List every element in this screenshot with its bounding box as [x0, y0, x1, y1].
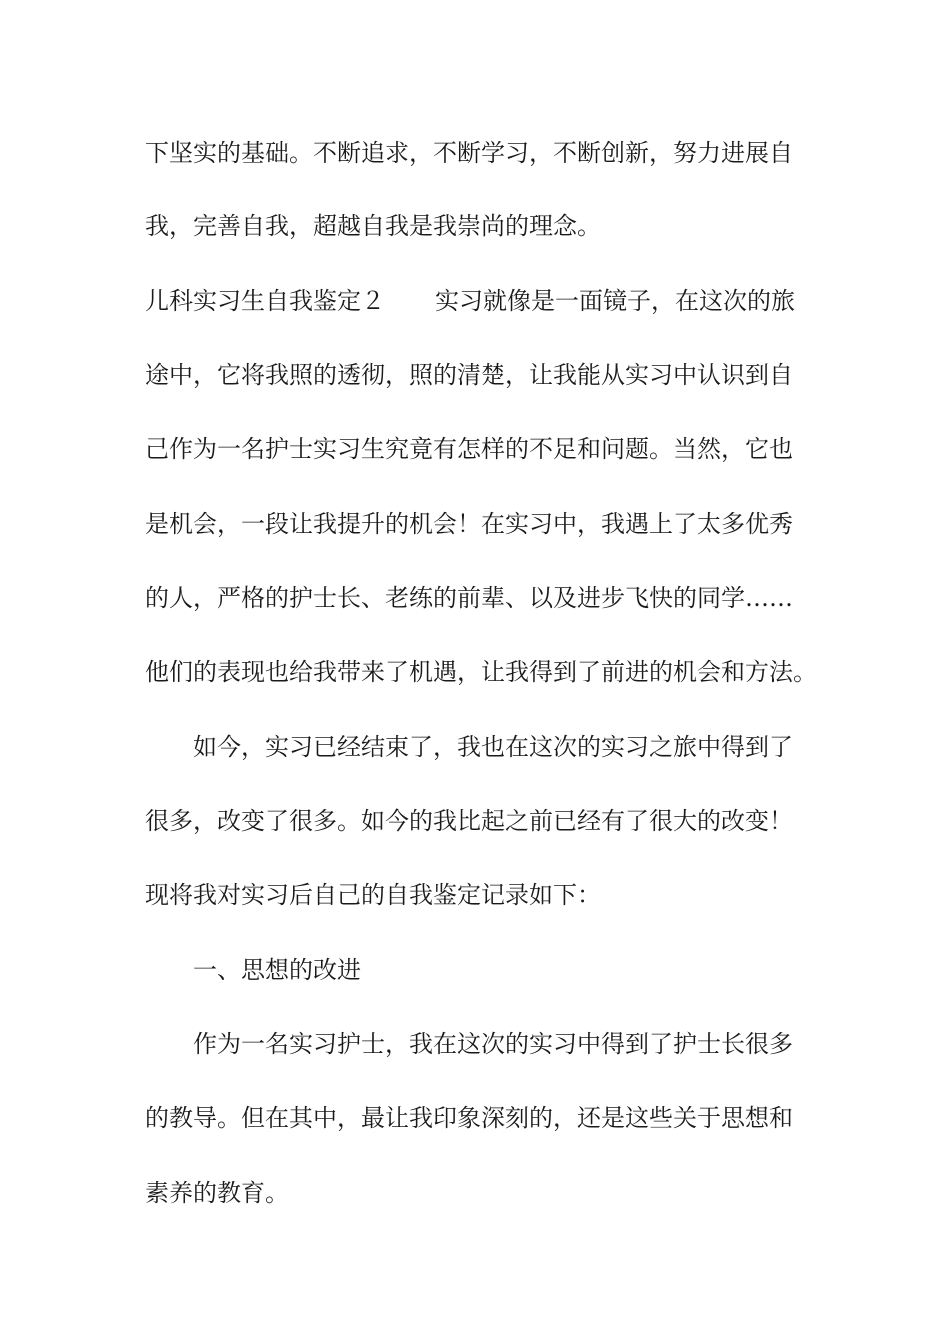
paragraph-line: 如今，实习已经结束了，我也在这次的实习之旅中得到了 [193, 733, 793, 761]
paragraph-line: 途中，它将我照的透彻，照的清楚，让我能从实习中认识到自 [145, 361, 793, 389]
paragraph-line: 己作为一名护士实习生究竟有怎样的不足和问题。当然，它也 [145, 435, 793, 463]
paragraph-line: 下坚实的基础。不断追求，不断学习，不断创新，努力进展自 [145, 139, 793, 167]
subsection-heading: 一、思想的改进 [193, 956, 361, 984]
paragraph-line: 现将我对实习后自己的自我鉴定记录如下： [145, 881, 601, 909]
paragraph-line: 的人，严格的护士长、老练的前辈、以及进步飞快的同学…… [145, 584, 793, 612]
paragraph-line: 作为一名实习护士，我在这次的实习中得到了护士长很多 [193, 1030, 793, 1058]
paragraph-line: 他们的表现也给我带来了机遇，让我得到了前进的机会和方法。 [145, 658, 817, 686]
paragraph-line: 很多，改变了很多。如今的我比起之前已经有了很大的改变！ [145, 807, 793, 835]
paragraph-line: 我，完善自我，超越自我是我崇尚的理念。 [145, 212, 601, 240]
paragraph-line: 是机会，一段让我提升的机会！在实习中，我遇上了太多优秀 [145, 510, 793, 538]
section-heading-line [145, 285, 815, 317]
paragraph-line: 素养的教育。 [145, 1179, 289, 1207]
section-heading: 儿科实习生自我鉴定２ [145, 287, 385, 315]
paragraph-line: 的教导。但在其中，最让我印象深刻的，还是这些关于思想和 [145, 1104, 793, 1132]
section-first-line: 实习就像是一面镜子，在这次的旅 [435, 287, 795, 315]
